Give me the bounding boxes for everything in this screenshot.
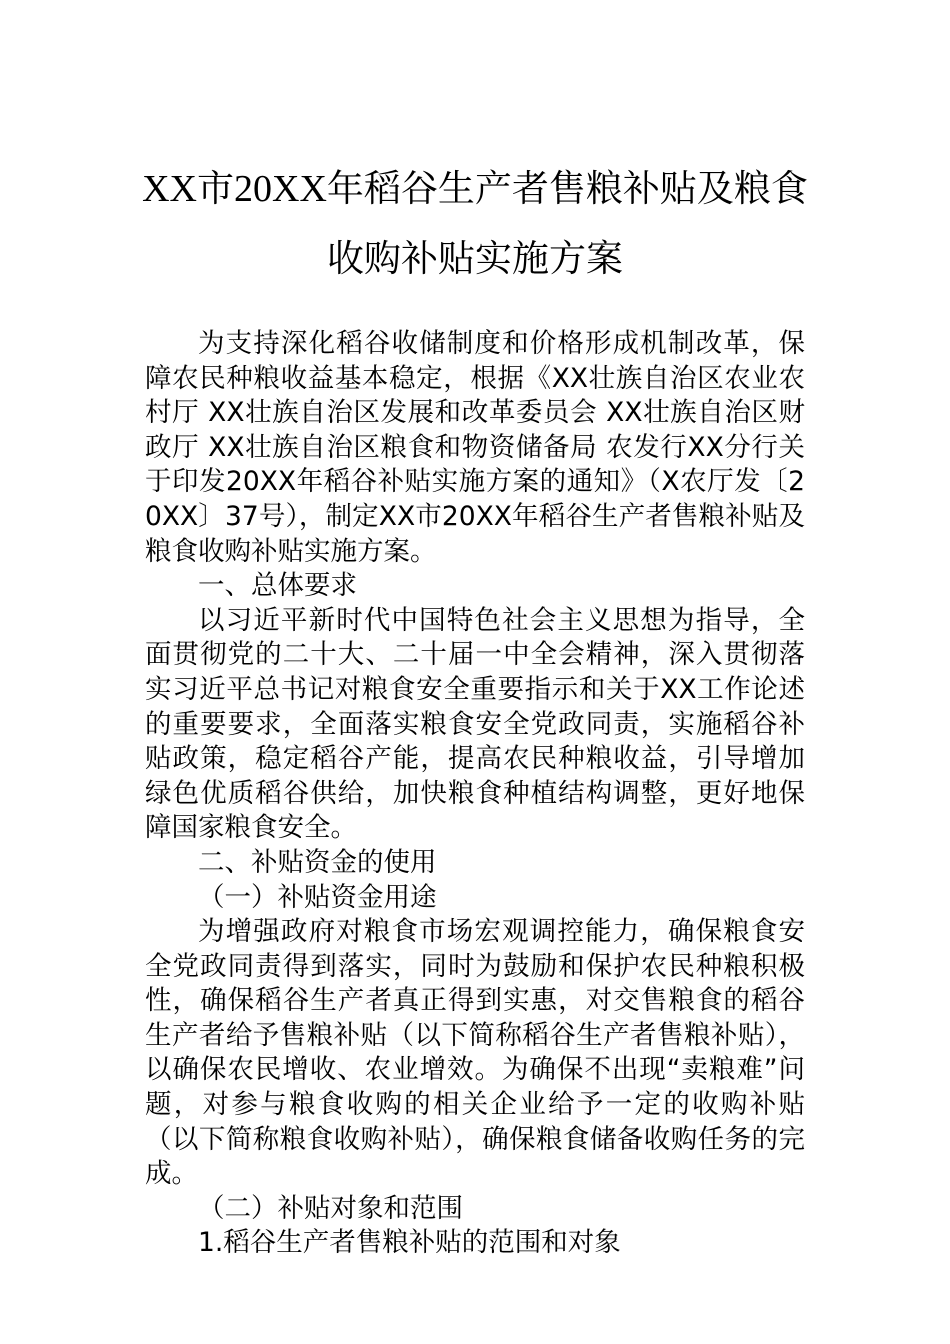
body-paragraph: 为增强政府对粮食市场宏观调控能力，确保粮食安全党政同责得到落实，同时为鼓励和保护农民种粮积极性，确保稻谷生产者真正得到实惠，对交售粮食的稻谷生产者给予售粮补贴（以下简称稻谷生产者售粮补贴），以确保农民增收、农业增效。为确保不出现“卖粮难”问题，对参与粮食收购的相关企业给予一定的收购补贴（以下简称粮食收购补贴），确保粮食储备收购任务的完成。 bbox=[145, 916, 805, 1190]
body-paragraph: 以习近平新时代中国特色社会主义思想为指导，全面贯彻党的二十大、二十届一中全会精神，深入贯彻落实习近平总书记对粮食安全重要指示和关于XX工作论述的重要要求，全面落实粮食安全党政同责，实施稻谷补贴政策，稳定稻谷产能，提高农民种粮收益，引导增加绿色优质稻谷供给，加快粮食种植结构调整，更好地保障国家粮食安全。 bbox=[145, 604, 805, 844]
section-heading-1: 一、总体要求 bbox=[198, 570, 357, 602]
document-title-line-1: XX市20XX年稻谷生产者售粮补贴及粮食 bbox=[142, 167, 808, 210]
subsection-heading-2-2: （二）补贴对象和范围 bbox=[198, 1192, 463, 1224]
item-heading-1: 1.稻谷生产者售粮补贴的范围和对象 bbox=[198, 1227, 621, 1259]
document-body bbox=[145, 327, 805, 1261]
intro-paragraph: 为支持深化稻谷收储制度和价格形成机制改革，保障农民种粮收益基本稳定，根据《XX壮族自治区农业农村厅 XX壮族自治区发展和改革委员会 XX壮族自治区财政厅 XX壮族自治区粮食和物资储备局 农发行XX分行关于印发20XX年稻谷补贴实施方案的通知》（X农厅发〔20XX〕37号），制定XX市20XX年稻谷生产者售粮补贴及粮食收购补贴实施方案。 bbox=[145, 328, 805, 567]
document-title-line-2: 收购补贴实施方案 bbox=[327, 237, 623, 280]
subsection-heading-2-1: （一）补贴资金用途 bbox=[198, 881, 437, 913]
section-heading-2: 二、补贴资金的使用 bbox=[198, 846, 437, 878]
